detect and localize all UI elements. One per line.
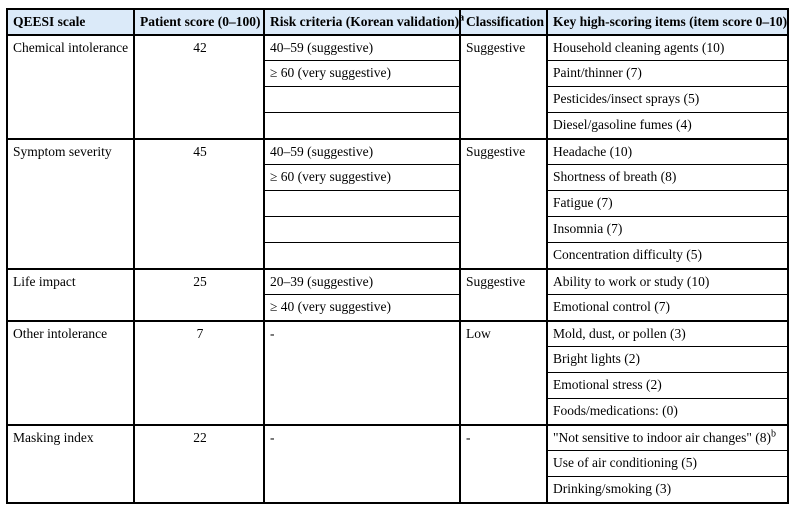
item-cell: "Not sensitive to indoor air changes" $(8)^b$: [547, 425, 788, 451]
scale-cell: Other intolerance: [7, 321, 134, 425]
item-cell: Ability to work or study (10): [547, 269, 788, 295]
classification-cell: Suggestive: [460, 35, 547, 139]
risk-cell: 40–59 (suggestive): [264, 35, 460, 61]
score-cell: 7: [134, 321, 264, 425]
header-cell-0: QEESI scale: [7, 9, 134, 35]
header-cell-1: Patient score (0–100): [134, 9, 264, 35]
table-row: [7, 139, 788, 165]
risk-cell: 20–39 (suggestive): [264, 269, 460, 295]
scale-cell: Masking index: [7, 425, 134, 503]
header-cell-3: Classification: [460, 9, 547, 35]
table-row: [7, 35, 788, 61]
item-cell: Insomnia (7): [547, 217, 788, 243]
header-cell-2: Risk criteria (Korean validation)$^a$: [264, 9, 460, 35]
scale-cell: Life impact: [7, 269, 134, 321]
score-cell: 22: [134, 425, 264, 503]
item-cell: Paint/thinner (7): [547, 61, 788, 87]
scale-cell: Symptom severity: [7, 139, 134, 269]
table-row: [7, 321, 788, 347]
risk-cell: -: [264, 321, 460, 425]
risk-cell: [264, 113, 460, 139]
table-header: [7, 9, 788, 35]
header-cell-4: Key high-scoring items (item score 0–10): [547, 9, 788, 35]
risk-cell: [264, 217, 460, 243]
item-cell: Concentration difficulty (5): [547, 243, 788, 269]
score-cell: 42: [134, 35, 264, 139]
header-row: [7, 9, 788, 35]
item-cell: Pesticides/insect sprays (5): [547, 87, 788, 113]
classification-cell: Suggestive: [460, 269, 547, 321]
risk-cell: ≥ 40 (very suggestive): [264, 295, 460, 321]
footnote-marker-a: a: [459, 12, 465, 24]
item-cell: Shortness of breath (8): [547, 165, 788, 191]
item-cell: Drinking/smoking (3): [547, 477, 788, 503]
risk-cell: 40–59 (suggestive): [264, 139, 460, 165]
item-cell: Foods/medications: (0): [547, 399, 788, 425]
risk-cell: [264, 191, 460, 217]
footnote-marker-b: b: [770, 428, 776, 440]
risk-cell: [264, 243, 460, 269]
item-cell: Household cleaning agents (10): [547, 35, 788, 61]
score-cell: 25: [134, 269, 264, 321]
risk-cell: -: [264, 425, 460, 503]
classification-cell: Low: [460, 321, 547, 425]
qeesi-table: [6, 8, 789, 504]
item-cell: Emotional stress (2): [547, 373, 788, 399]
classification-cell: Suggestive: [460, 139, 547, 269]
item-cell: Headache (10): [547, 139, 788, 165]
item-cell: Bright lights (2): [547, 347, 788, 373]
table-body: [7, 35, 788, 503]
item-cell: Mold, dust, or pollen (3): [547, 321, 788, 347]
item-cell: Emotional control (7): [547, 295, 788, 321]
table-row: [7, 269, 788, 295]
item-cell: Diesel/gasoline fumes (4): [547, 113, 788, 139]
risk-cell: [264, 87, 460, 113]
risk-cell: ≥ 60 (very suggestive): [264, 165, 460, 191]
item-cell: Use of air conditioning (5): [547, 451, 788, 477]
risk-cell: ≥ 60 (very suggestive): [264, 61, 460, 87]
scale-cell: Chemical intolerance: [7, 35, 134, 139]
item-cell: Fatigue (7): [547, 191, 788, 217]
score-cell: 45: [134, 139, 264, 269]
classification-cell: -: [460, 425, 547, 503]
table-row: [7, 425, 788, 451]
